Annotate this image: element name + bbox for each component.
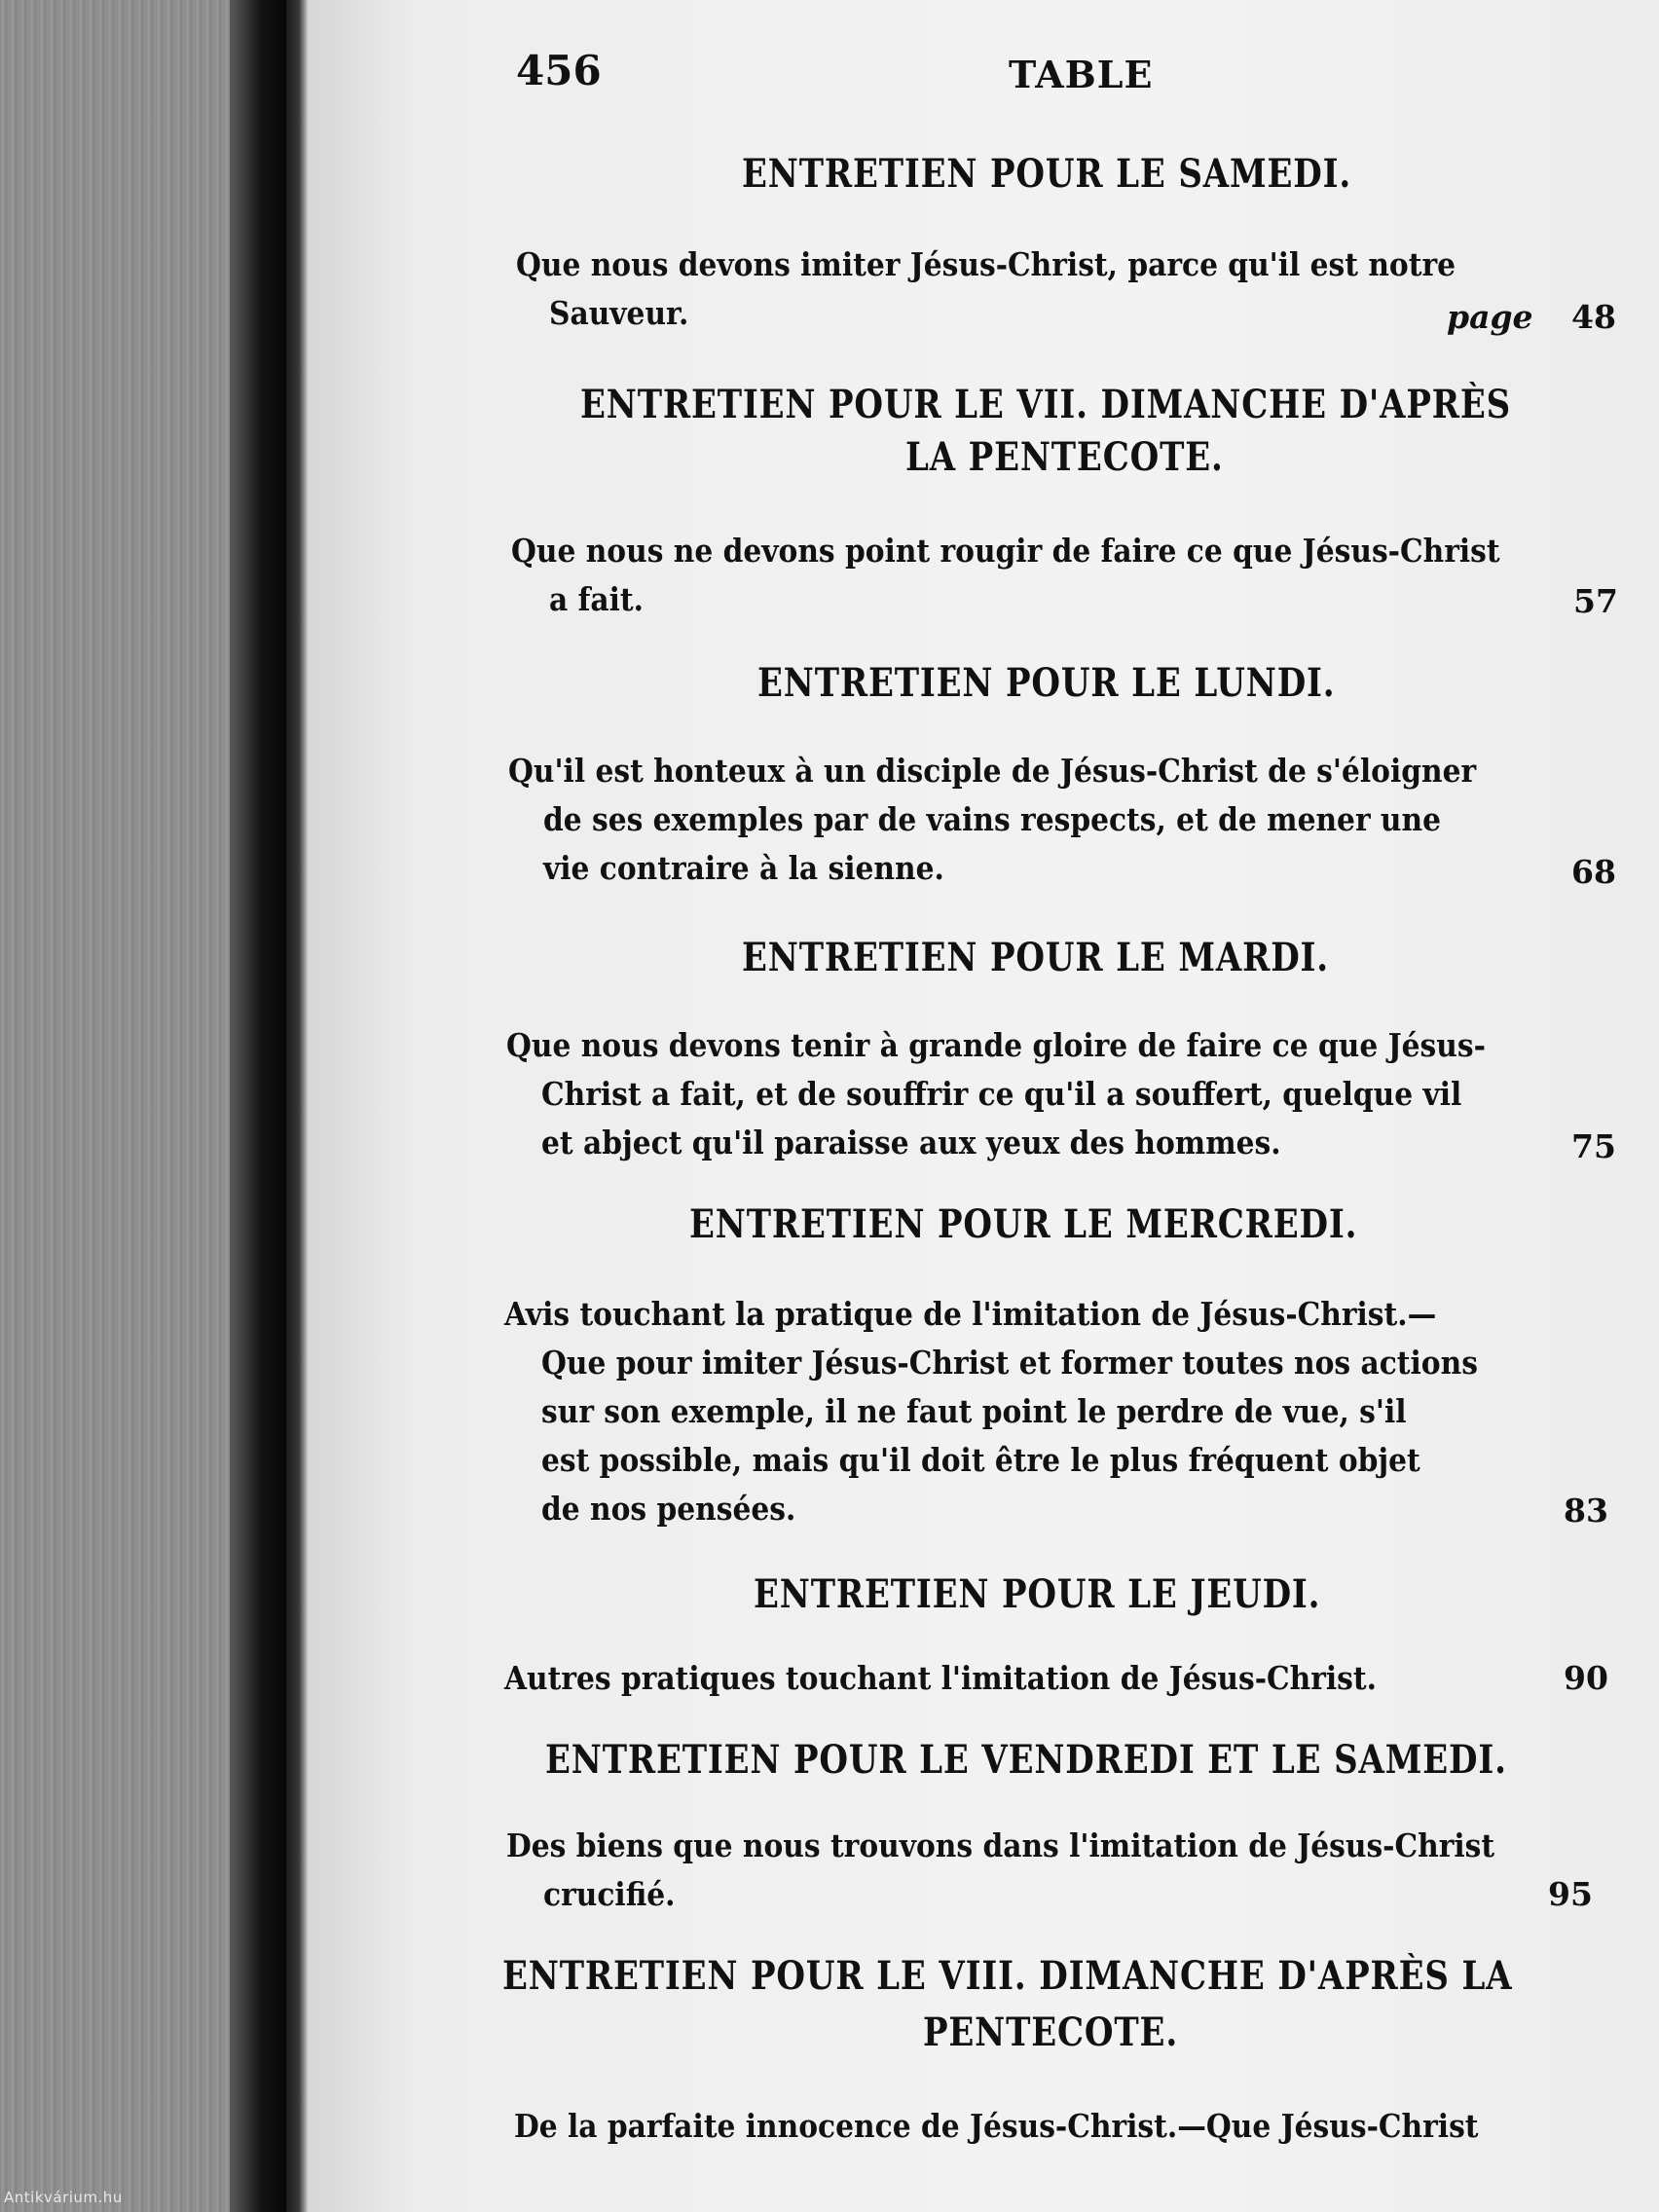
page-reference: 57 bbox=[1573, 582, 1618, 620]
section-heading: LA PENTECOTE. bbox=[905, 434, 1224, 480]
page-reference: 95 bbox=[1548, 1875, 1593, 1913]
section-heading: ENTRETIEN POUR LE VII. DIMANCHE D'APRÈS bbox=[580, 382, 1512, 427]
section-heading: PENTECOTE. bbox=[923, 2009, 1179, 2055]
section-heading: ENTRETIEN POUR LE JEUDI. bbox=[754, 1571, 1321, 1617]
section-heading: ENTRETIEN POUR LE VIII. DIMANCHE D'APRÈS LA bbox=[502, 1953, 1513, 1999]
section-heading: ENTRETIEN POUR LE MERCREDI. bbox=[689, 1201, 1358, 1247]
entry-text-line: Avis touchant la pratique de l'imitation de Jésus-Christ.— bbox=[504, 1295, 1437, 1333]
section-heading: ENTRETIEN POUR LE LUNDI. bbox=[757, 660, 1336, 706]
entry-text-line: Que pour imiter Jésus-Christ et former toutes nos actions bbox=[541, 1344, 1478, 1382]
page-reference: 68 bbox=[1571, 853, 1616, 891]
page-number: 456 bbox=[516, 47, 602, 94]
entry-text-line: sur son exemple, il ne faut point le perdre de vue, s'il bbox=[541, 1392, 1407, 1430]
page-reference: 75 bbox=[1571, 1127, 1616, 1165]
entry-text-line: Christ a fait, et de souffrir ce qu'il a souffert, quelque vil bbox=[541, 1075, 1462, 1113]
entry-text-line: Que nous devons tenir à grande gloire de faire ce que Jésus- bbox=[506, 1026, 1486, 1064]
entry-text-line: Autres pratiques touchant l'imitation de Jésus-Christ. bbox=[504, 1659, 1377, 1697]
book-spine bbox=[230, 0, 286, 2212]
entry-text-line: de ses exemples par de vains respects, et de mener une bbox=[543, 800, 1442, 838]
section-heading: ENTRETIEN POUR LE VENDREDI ET LE SAMEDI. bbox=[545, 1737, 1507, 1783]
background-surface bbox=[0, 0, 230, 2212]
section-heading: ENTRETIEN POUR LE MARDI. bbox=[742, 935, 1329, 980]
watermark: Antikvárium.hu bbox=[4, 2189, 123, 2206]
page-reference: 90 bbox=[1564, 1659, 1608, 1697]
entry-text-line: et abject qu'il paraisse aux yeux des hommes. bbox=[541, 1124, 1281, 1161]
entry-text-line: a fait. bbox=[549, 580, 644, 618]
entry-text-line: De la parfaite innocence de Jésus-Christ.—Que Jésus-Christ bbox=[514, 2107, 1479, 2145]
page-edge bbox=[286, 0, 308, 2212]
page-reference: 83 bbox=[1564, 1492, 1608, 1530]
entry-text-line: crucifié. bbox=[543, 1875, 676, 1913]
page-label: page bbox=[1447, 298, 1533, 336]
section-heading: ENTRETIEN POUR LE SAMEDI. bbox=[742, 151, 1352, 197]
entry-text-line: vie contraire à la sienne. bbox=[543, 849, 944, 887]
entry-text-line: Que nous devons imiter Jésus-Christ, parce qu'il est notre bbox=[516, 245, 1456, 283]
entry-text-line: Des biens que nous trouvons dans l'imitation de Jésus-Christ bbox=[506, 1826, 1495, 1864]
entry-text-line: Sauveur. bbox=[549, 294, 689, 332]
entry-text-line: de nos pensées. bbox=[541, 1490, 796, 1528]
running-head-title: TABLE bbox=[1009, 53, 1154, 96]
page-reference: 48 bbox=[1571, 298, 1616, 336]
entry-text-line: Qu'il est honteux à un disciple de Jésus-Christ de s'éloigner bbox=[508, 752, 1477, 790]
entry-text-line: est possible, mais qu'il doit être le plus fréquent objet bbox=[541, 1441, 1420, 1479]
entry-text-line: Que nous ne devons point rougir de faire ce que Jésus-Christ bbox=[511, 532, 1500, 570]
